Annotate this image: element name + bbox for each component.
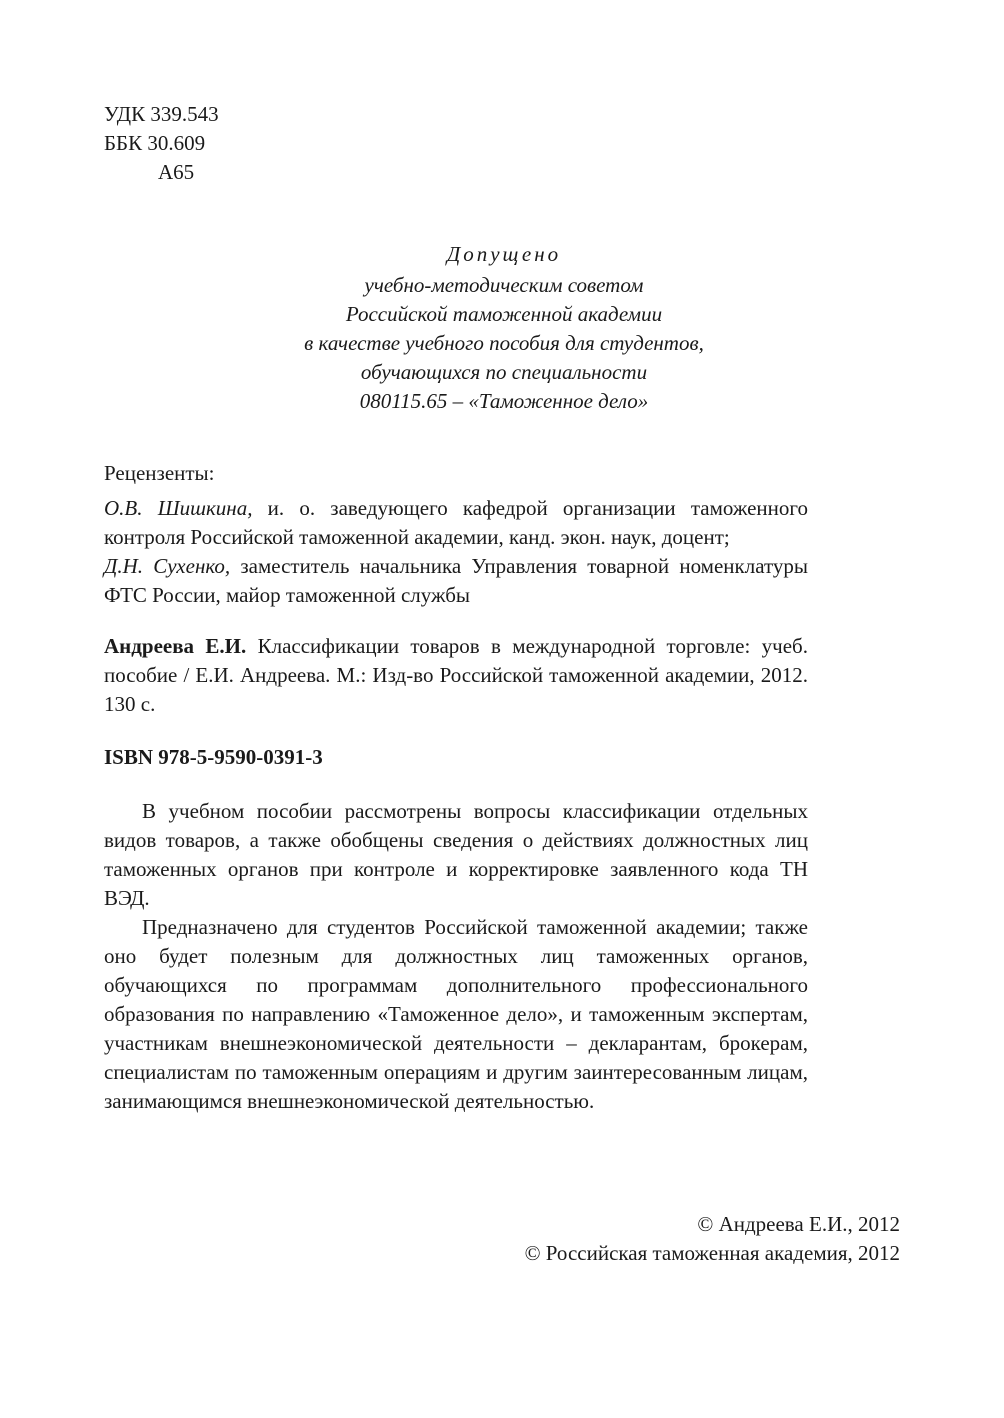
approval-line: учебно-методическим советом: [364, 273, 644, 297]
abstract-paragraph: Предназначено для студентов Российской таможенной академии; также оно будет полезным для должностных лиц таможенных органов, обучающихся по программам дополнительного профессионального образования по направлению «Таможенное дело», и таможенным экспертам, участникам внешнеэкономической деятельности – декларантам, брокерам, специалистам по таможенным операциям и другим заинтересованным лицам, занимающимся внешнеэкономической деятельностью.: [104, 915, 808, 1113]
isbn: ISBN 978-5-9590-0391-3: [104, 745, 323, 769]
bibliographic-record: [104, 632, 808, 719]
reviewer-name: Д.Н. Сухенко,: [104, 554, 231, 578]
approval-line: 080115.65 – «Таможенное дело»: [359, 389, 649, 413]
abstract: [104, 797, 808, 1116]
reviewer-position: заместитель начальника Управления товарной номенклатуры ФТС России, майор таможенной службы: [104, 554, 808, 607]
reviewer-name: О.В. Шишкина,: [104, 496, 253, 520]
author-mark: А65: [158, 160, 195, 184]
biblio-description: Классификации товаров в международной торговле: учеб. пособие / Е.И. Андреева. М.: Изд-во Российской таможенной академии, 2012. 130 с.: [104, 634, 808, 716]
reviewers-list: [104, 494, 808, 610]
approval-line: обучающихся по специальности: [360, 360, 648, 384]
udk-code: УДК 339.543: [104, 102, 219, 126]
copyright: [525, 1210, 900, 1268]
approval-stamp: [104, 240, 904, 416]
reviewers-heading: Рецензенты:: [104, 461, 215, 485]
classification-codes: [104, 100, 219, 187]
biblio-author: Андреева Е.И.: [104, 634, 247, 658]
approval-line: Российской таможенной академии: [345, 302, 663, 326]
approval-line: в качестве учебного пособия для студентов,: [304, 331, 704, 355]
reviewer-position: и. о. заведующего кафедрой организации таможенного контроля Российской таможенной академии, канд. экон. наук, доцент;: [104, 496, 808, 549]
copyright-author: © Андреева Е.И., 2012: [697, 1212, 900, 1236]
reviewer-entry: [104, 552, 808, 610]
reviewer-entry: [104, 494, 808, 552]
bbk-code: ББК 30.609: [104, 131, 206, 155]
approval-title: Допущено: [446, 242, 562, 266]
abstract-paragraph: В учебном пособии рассмотрены вопросы классификации отдельных видов товаров, а также обобщены сведения о действиях должностных лиц таможенных органов при контроле и корректировке заявленного кода ТН ВЭД.: [104, 799, 808, 910]
copyright-publisher: © Российская таможенная академия, 2012: [524, 1241, 900, 1265]
